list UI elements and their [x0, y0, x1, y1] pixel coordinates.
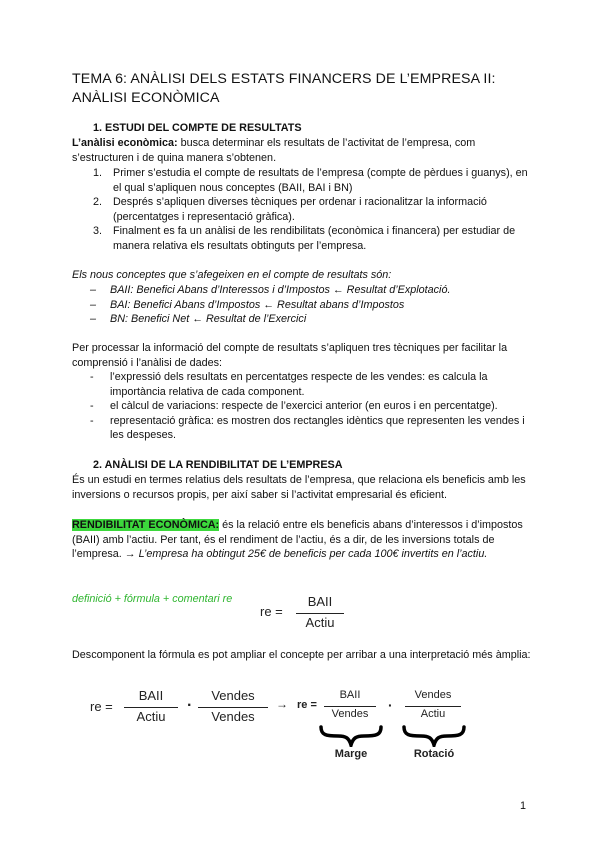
list-text: Primer s’estudia el compte de resultats de l’empresa (compte de pèrdues i guanys), en el qual s’apliquen nous conceptes (BAII, BAI i BN): [113, 167, 528, 194]
multiply-dot: ·: [388, 697, 393, 713]
formula-lhs-2: re =: [297, 699, 317, 711]
green-note: definició + fórmula + comentari re: [72, 593, 233, 605]
page-title: TEMA 6: ANÀLISI DELS ESTATS FINANCERS DE L’EMPRESA II: ANÀLISI ECONÒMICA: [72, 71, 496, 106]
fraction-line: [198, 707, 268, 708]
fraction-line: [405, 706, 461, 707]
section-1-heading: 1. ESTUDI DEL COMPTE DE RESULTATS: [93, 122, 302, 134]
re-definition: [72, 518, 532, 562]
formula-re: [260, 596, 360, 636]
list-text: l’expressió dels resultats en percentatges respecte de les vendes: es calcula la importància relativa de cada component.: [110, 371, 488, 398]
list-item: [90, 414, 533, 443]
list-text: BAI: Benefici Abans d’Impostos ← Resultat abans d’Impostos: [110, 298, 405, 311]
re-example: L’empresa ha obtingut 25€ de beneficis per cada 100€ invertits en l’actiu.: [138, 548, 488, 561]
fraction-line: [124, 707, 178, 708]
f3-numerator: BAII: [339, 689, 361, 701]
list-dash: –: [90, 284, 97, 296]
list-number: 1.: [93, 167, 103, 179]
formula-lhs: re =: [90, 699, 113, 714]
formula-lhs: re =: [260, 604, 283, 619]
page-number: 1: [520, 800, 527, 812]
techniques-list: [90, 370, 533, 443]
list-item: [90, 370, 533, 399]
label-rotacio: Rotació: [413, 748, 455, 760]
re-term: RENDIBILITAT ECONÒMICA:: [72, 519, 220, 531]
re-def-text: és la relació entre els beneficis abans d’interessos i d’impostos (BAII) amb l’actiu. Per tant, és el rendiment de l’actiu, és a dir, de les inversions totals de l’empresa. →: [72, 519, 523, 561]
list-item: [90, 283, 530, 298]
list-text: representació gràfica: es mostren dos rectangles idèntics que representen les vendes i les despeses.: [110, 414, 525, 442]
list-item: [93, 224, 533, 253]
list-item: [90, 312, 530, 327]
formula-denominator: Actiu: [305, 615, 335, 630]
f3-denominator: Vendes: [331, 708, 369, 720]
fraction-line: [296, 613, 344, 614]
decompose-text: Descomponent la fórmula es pot ampliar el concepte per arribar a una interpretació més àmplia:: [72, 649, 531, 661]
label-marge: Marge: [334, 748, 368, 760]
f1-denominator: Actiu: [136, 709, 166, 724]
list-item: [90, 298, 530, 313]
brace-marge-icon: [318, 725, 384, 747]
formula-decomposed: [90, 688, 480, 768]
intro-text: busca determinar els resultats de l’activitat de l’empresa, com s’estructuren i de quina manera s’obtenen.: [72, 137, 476, 164]
list-text: BAII: Benefici Abans d’Interessos i d’Impostos ← Resultat d’Explotació.: [110, 284, 451, 296]
steps-list: [93, 166, 533, 254]
f4-denominator: Actiu: [420, 708, 446, 720]
arrow-icon: →: [276, 697, 288, 711]
brace-rotacio-icon: [401, 725, 467, 747]
list-number: 3.: [93, 225, 103, 238]
f2-numerator: Vendes: [211, 688, 255, 703]
list-item: [93, 195, 533, 224]
intro-term: L’anàlisi econòmica:: [72, 137, 178, 149]
list-dash: –: [90, 313, 97, 326]
section-1-intro: [72, 136, 532, 165]
list-text: Després s’apliquen diverses tècniques per ordenar i racionalitzar la informació (percentatges i representació gràfica).: [113, 196, 487, 223]
f1-numerator: BAII: [138, 688, 164, 703]
list-item: [90, 399, 533, 414]
f4-numerator: Vendes: [414, 689, 452, 701]
concepts-intro: Els nous conceptes que s’afegeixen en el compte de resultats són:: [72, 269, 392, 281]
list-text: BN: Benefici Net ← Resultat de l’Exercici: [110, 313, 307, 326]
list-text: Finalment es fa un anàlisi de les rendibilitats (econòmica i financera) per estudiar de manera relativa els resultats obtinguts per l’empresa.: [113, 225, 516, 252]
techniques-intro: Per processar la informació del compte de resultats s’apliquen tres tècniques per facilitar la comprensió i l’anàlisi de dades:: [72, 342, 508, 369]
formula-numerator: BAII: [307, 594, 333, 609]
section-2-heading: 2. ANÀLISI DE LA RENDIBILITAT DE L’EMPRESA: [93, 459, 343, 471]
list-dash: -: [90, 371, 94, 383]
list-dash: –: [90, 298, 97, 311]
section-2-intro: És un estudi en termes relatius dels resultats de l’empresa, que relaciona els beneficis amb les inversions o recursos propis, per així saber si l’activitat empresarial és eficient.: [72, 474, 526, 501]
list-dash: -: [90, 400, 94, 413]
list-item: [93, 166, 533, 195]
concepts-list: [90, 283, 530, 327]
f2-denominator: Vendes: [211, 709, 255, 724]
list-dash: -: [90, 414, 94, 427]
fraction-line: [324, 706, 376, 707]
list-number: 2.: [93, 196, 103, 209]
multiply-dot: ·: [187, 697, 193, 714]
list-text: el càlcul de variacions: respecte de l’exercici anterior (en euros i en percentatge).: [110, 400, 498, 413]
